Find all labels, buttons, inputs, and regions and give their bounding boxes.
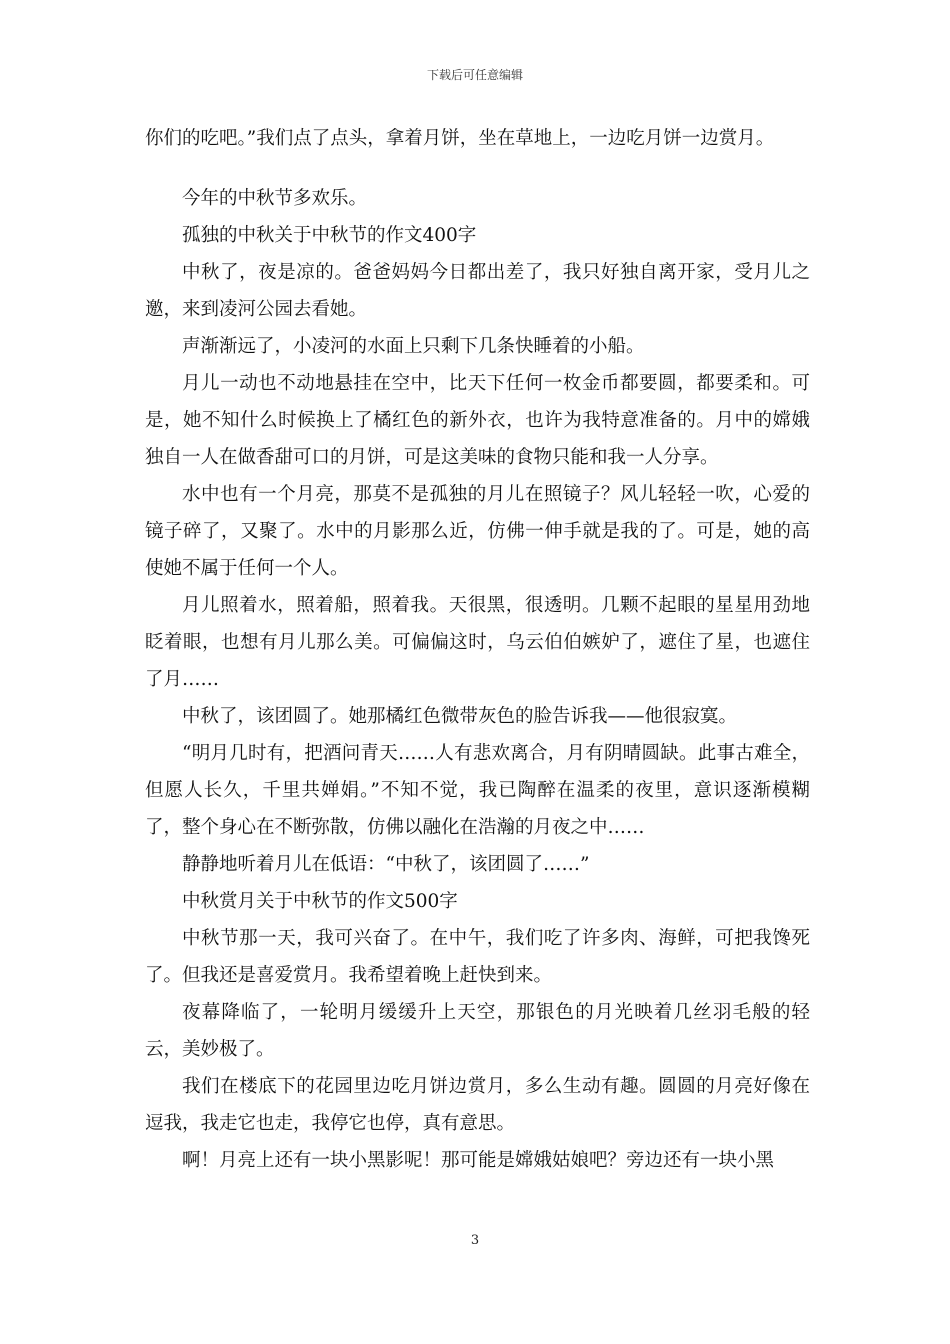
paragraph: 月儿照着水，照着船，照着我。天很黑，很透明。几颗不起眼的星星用劲地眨着眼，也想有月儿那么美。可偏偏这时，乌云伯伯嫉妒了，遮住了星，也遮住了月…… (145, 595, 810, 690)
paragraph: 中秋节那一天，我可兴奋了。在中午，我们吃了许多肉、海鲜，可把我馋死了。但我还是喜爱赏月。我希望着晚上赶快到来。 (145, 928, 810, 986)
paragraph: 声渐渐远了，小凌河的水面上只剩下几条快睡着的小船。 (182, 336, 645, 357)
paragraph: 你们的吃吧。”我们点了点头，拿着月饼，坐在草地上，一边吃月饼一边赏月。 (145, 128, 775, 149)
essay-title: 孤独的中秋关于中秋节的作文400字 (182, 225, 477, 246)
paragraph: 我们在楼底下的花园里边吃月饼边赏月，多么生动有趣。圆圆的月亮好像在逗我，我走它也走，我停它也停，真有意思。 (145, 1076, 810, 1134)
paragraph: 今年的中秋节多欢乐。 (182, 188, 368, 209)
page-number: 3 (470, 1233, 480, 1248)
paragraph: 夜幕降临了，一轮明月缓缓升上天空，那银色的月光映着几丝羽毛般的轻云，美妙极了。 (145, 1002, 810, 1060)
page-header: 下载后可任意编辑 (426, 68, 523, 82)
document-body (145, 120, 810, 1179)
paragraph: 静静地听着月儿在低语：“中秋了，该团圆了……” (182, 854, 590, 875)
essay-title: 中秋赏月关于中秋节的作文500字 (182, 891, 458, 912)
paragraph: 中秋了，夜是凉的。爸爸妈妈今日都出差了，我只好独自离开家，受月儿之邀，来到凌河公园去看她。 (145, 262, 810, 320)
paragraph: 月儿一动也不动地悬挂在空中，比天下任何一枚金币都要圆，都要柔和。可是，她不知什么时候换上了橘红色的新外衣，也许为我特意准备的。月中的嫦娥独自一人在做香甜可口的月饼，可是这美味的食物只能和我一人分享。 (145, 373, 810, 468)
paragraph: 中秋了，该团圆了。她那橘红色微带灰色的脸告诉我——他很寂寞。 (182, 706, 738, 727)
paragraph: 水中也有一个月亮，那莫不是孤独的月儿在照镜子？风儿轻轻一吹，心爱的镜子碎了，又聚了。水中的月影那么近，仿佛一伸手就是我的了。可是，她的高使她不属于任何一个人。 (145, 484, 810, 579)
paragraph: “明月几时有，把酒问青天……人有悲欢离合，月有阴晴圆缺。此事古难全，但愿人长久，千里共婵娟。”不知不觉，我已陶醉在温柔的夜里，意识逐渐模糊了，整个身心在不断弥散，仿佛以融化在浩瀚的月夜之中…… (145, 743, 810, 838)
paragraph: 啊！月亮上还有一块小黑影呢！那可能是嫦娥姑娘吧？旁边还有一块小黑 (182, 1150, 775, 1171)
